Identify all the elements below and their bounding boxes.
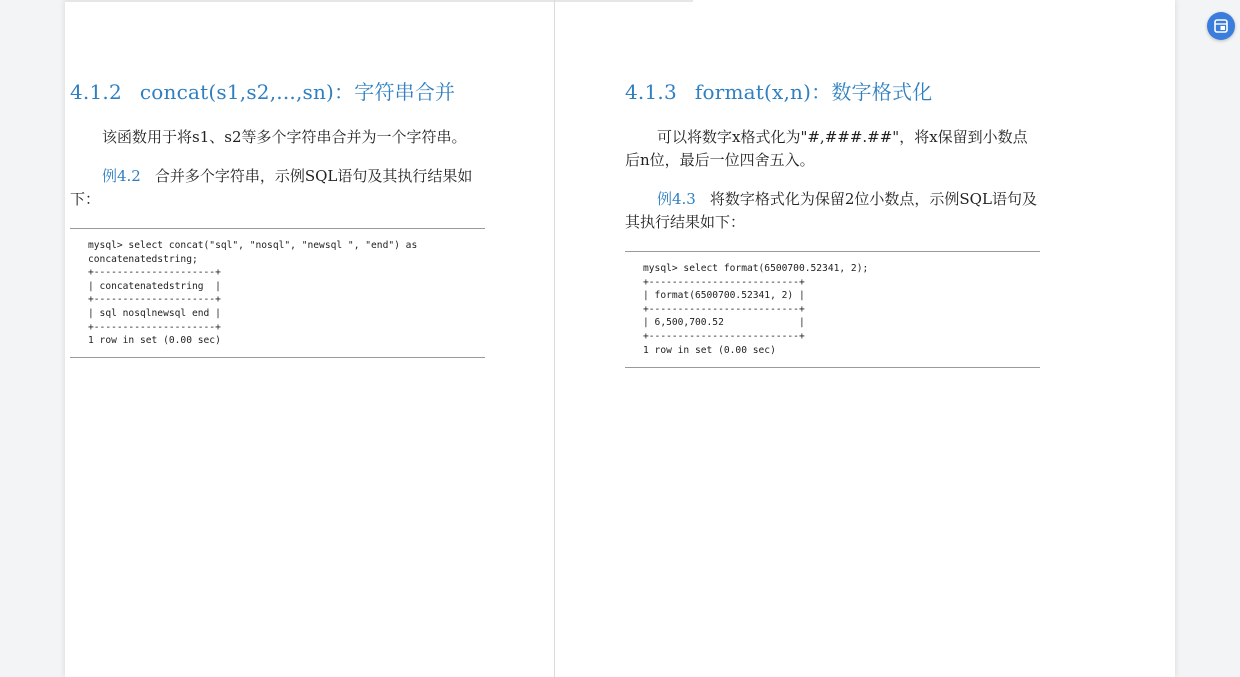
left-page bbox=[70, 0, 486, 677]
code-line: | concatenatedstring | bbox=[88, 280, 221, 292]
code-line: +---------------------+ bbox=[88, 321, 221, 333]
description-text: 该函数用于将s1、s2等多个字符串合并为一个字符串。 bbox=[102, 128, 467, 146]
code-line: concatenatedstring; bbox=[88, 253, 198, 265]
page-export-icon bbox=[1213, 18, 1229, 34]
code-line: | format(6500700.52341, 2) | bbox=[643, 290, 805, 302]
code-line: +--------------------------+ bbox=[643, 276, 805, 288]
example-paragraph bbox=[70, 165, 486, 211]
section-heading-4-1-3 bbox=[625, 76, 932, 105]
description-text: 可以将数字x格式化为"#,###.##"，将x保留到小数点后n位，最后一位四舍五入。 bbox=[625, 128, 1028, 169]
heading-title: concat(s1,s2,...,sn)：字符串合并 bbox=[139, 80, 456, 104]
code-line: 1 row in set (0.00 sec) bbox=[88, 335, 221, 347]
description-paragraph bbox=[70, 126, 486, 149]
code-block bbox=[70, 228, 485, 358]
code-line: | 6,500,700.52 | bbox=[643, 317, 805, 329]
heading-number: 4.1.3 bbox=[625, 80, 677, 104]
heading-number: 4.1.2 bbox=[70, 80, 122, 104]
code-block bbox=[625, 251, 1040, 368]
right-page bbox=[625, 0, 1041, 677]
code-line: mysql> select concat("sql", "nosql", "newsql ", "end") as bbox=[88, 240, 418, 251]
example-text: 合并多个字符串，示例SQL语句及其执行结果如下： bbox=[70, 167, 473, 208]
code-line: | sql nosqlnewsql end | bbox=[88, 307, 221, 319]
page-divider bbox=[554, 0, 555, 677]
description-paragraph bbox=[625, 126, 1041, 172]
example-label: 例4.2 bbox=[102, 167, 141, 185]
example-paragraph bbox=[625, 188, 1041, 234]
code-line: mysql> select format(6500700.52341, 2); bbox=[643, 263, 869, 274]
code-line: +--------------------------+ bbox=[643, 330, 805, 342]
code-line: +---------------------+ bbox=[88, 267, 221, 279]
example-label: 例4.3 bbox=[657, 190, 696, 208]
section-heading-4-1-2 bbox=[70, 76, 455, 105]
code-text bbox=[88, 239, 485, 348]
code-text bbox=[643, 262, 1040, 357]
heading-title: format(x,n)：数字格式化 bbox=[694, 80, 933, 104]
code-line: +---------------------+ bbox=[88, 294, 221, 306]
code-line: 1 row in set (0.00 sec) bbox=[643, 344, 776, 356]
code-line: +--------------------------+ bbox=[643, 303, 805, 315]
example-text: 将数字格式化为保留2位小数点，示例SQL语句及其执行结果如下： bbox=[625, 190, 1037, 231]
export-page-button[interactable] bbox=[1207, 12, 1235, 40]
